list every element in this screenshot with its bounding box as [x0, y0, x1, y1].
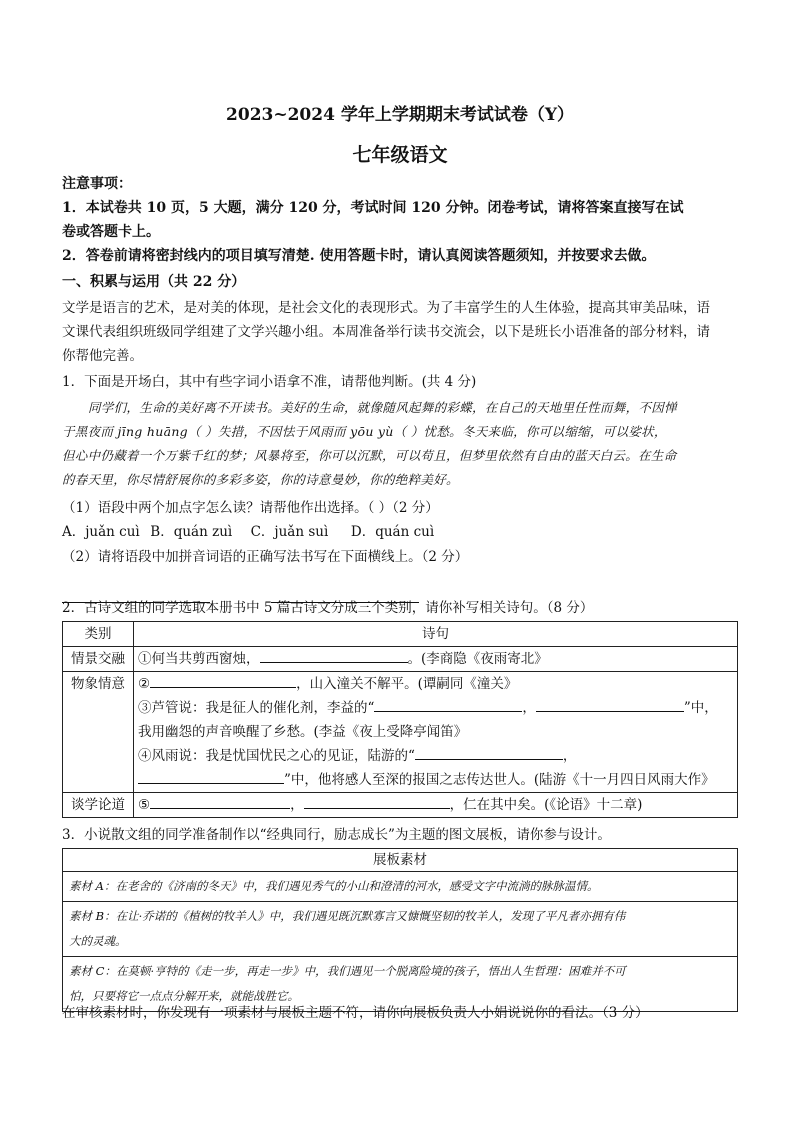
- q3-task: 在审核素材时，你发现有一项素材与展板主题不符，请你向展板负责人小娟说说你的看法。（3 分）: [62, 1005, 649, 1021]
- q1-options: [62, 520, 738, 544]
- q1-stem: 1．下面是开场白，其中有些字词小语拿不准，请帮他判断。(共 4 分): [62, 374, 477, 390]
- notice-item-1-cont: 卷或答题卡上。: [62, 224, 160, 240]
- row1-text-b: 。(李商隐《夜雨寄北》: [407, 651, 548, 667]
- material-b-line-2: 大的灵魂。: [69, 934, 127, 948]
- intro-line-1: 文学是语言的艺术，是对美的体现，是社会文化的表现形式。为了丰富学生的人生体验，提高其审美品味，语: [62, 300, 710, 316]
- row3-blank-2[interactable]: [304, 794, 450, 809]
- q2-stem: 2．古诗文组的同学选取本册书中 5 篇古诗文分成三个类别，请你补写相关诗句。（8 分）: [62, 600, 594, 616]
- row1-blank[interactable]: [260, 648, 408, 663]
- col-poem-header: 诗句: [134, 622, 738, 647]
- row3-blank-1[interactable]: [150, 794, 290, 809]
- option-d: D．quán cuì: [350, 524, 435, 540]
- passage-line-1: 同学们，生命的美好离不开读书。美好的生命，就像随风起舞的彩蝶，在自己的天地里任性而舞，不因惮: [88, 400, 677, 415]
- row2-text-1b: ，山入潼关不解平。(谭嗣同《潼关》: [296, 676, 518, 692]
- row2-text-2a: ③芦管说：我是征人的催化剂，李益的“: [138, 700, 375, 716]
- row1-poem: [134, 647, 738, 672]
- material-b: [63, 902, 738, 957]
- board-title: 展板素材: [63, 849, 738, 872]
- material-a: 素材 A：在老舍的《济南的冬天》中，我们遇见秀气的小山和澄清的河水，感受文字中流淌的脉脉温情。: [63, 872, 738, 902]
- row2-text-5a: ”中，他将感人至深的报国之志传达世人。(陆游《十一月四日风雨大作》: [284, 772, 715, 788]
- row2-category: 物象情意: [63, 672, 134, 793]
- row2-blank-4[interactable]: [415, 745, 563, 760]
- q1-sub2: （2）请将语段中加拼音词语的正确写法书写在下面横线上。（2 分）: [62, 549, 469, 565]
- intro-line-3: 你帮他完善。: [62, 348, 143, 364]
- notice-heading: 注意事项：: [62, 176, 132, 192]
- row2-text-4a: ④风雨说：我是忧国忧民之心的见证，陆游的“: [138, 748, 415, 764]
- material-b-line-1: 素材 B：在让·乔诺的《植树的牧羊人》中，我们遇见既沉默寡言又慷慨坚韧的牧羊人，发现了平凡者亦拥有伟: [69, 909, 626, 923]
- row3-text-a: ⑤: [138, 797, 151, 813]
- row2-text-1a: ②: [138, 676, 151, 692]
- col-category-header: 类别: [63, 622, 134, 647]
- passage-line-2: 于黑夜而 jīng huāng（ ）失措，不因怯于风雨而 yōu yù（ ）忧愁。冬天来临，你可以缩缩，可以娑状，: [62, 424, 667, 439]
- q1-passage: [62, 396, 738, 492]
- q1-sub1: （1）语段中两个加点字怎么读？请帮他作出选择。（ ）（2 分）: [62, 500, 439, 516]
- row1-category: 情景交融: [63, 647, 134, 672]
- notice-item-2: 2．答卷前请将密封线内的项目填写清楚. 使用答题卡时，请认真阅读答题须知，并按要求去做。: [62, 248, 656, 264]
- row2-text-2b: ，: [522, 700, 536, 716]
- row2-blank-5[interactable]: [138, 769, 284, 784]
- intro-line-2: 文课代表组织班级同学组建了文学兴趣小组。本周准备举行读书交流会，以下是班长小语准备的部分材料，请: [62, 324, 710, 340]
- exam-title: 2023~2024 学年上学期期末考试试卷（Y）: [226, 105, 574, 125]
- row3-text-b: ，: [290, 797, 304, 813]
- passage-line-4: 的春天里，你尽情舒展你的多彩多姿，你的诗意曼妙，你的绝粹美好。: [62, 472, 459, 487]
- row2-blank-2[interactable]: [374, 697, 522, 712]
- exam-subject: 七年级语文: [352, 144, 448, 166]
- material-board: [62, 848, 738, 1012]
- row2-blank-3[interactable]: [536, 697, 684, 712]
- poem-table: [62, 621, 738, 818]
- material-c-line-2: 怕，只要将它一点点分解开来，就能战胜它。: [69, 989, 299, 1003]
- row2-text-3: 我用幽怨的声音唤醒了乡愁。(李益《夜上受降亭闻笛》: [138, 724, 468, 740]
- row3-text-c: ，仁在其中矣。(《论语》十二章): [449, 797, 643, 813]
- row2-text-4b: ，: [562, 748, 577, 764]
- row2-poem: [134, 672, 738, 793]
- option-c: C．juǎn suì: [250, 524, 329, 540]
- row1-text-a: ①何当共剪西窗烛，: [138, 651, 260, 667]
- material-c-line-1: 素材 C：在莫顿·亨特的《走一步，再走一步》中，我们遇见一个脱离险境的孩子，悟出人生哲理：困难并不可: [69, 964, 626, 978]
- row3-category: 谈学论道: [63, 793, 134, 818]
- section1-title: 一、积累与运用（共 22 分）: [62, 274, 246, 290]
- row2-text-2c: ”中，: [683, 700, 718, 716]
- row2-blank-1[interactable]: [150, 673, 296, 688]
- section1-intro: [62, 296, 738, 368]
- option-b: B．quán zuì: [150, 524, 233, 540]
- notice-item-1: 1．本试卷共 10 页，5 大题，满分 120 分，考试时间 120 分钟。闭卷考试，请将答案直接写在试: [62, 200, 684, 216]
- row3-poem: [134, 793, 738, 818]
- q3-stem: 3．小说散文组的同学准备制作以“经典同行，励志成长”为主题的图文展板，请你参与设计。: [62, 827, 611, 843]
- option-a: A．juǎn cuì: [62, 524, 140, 540]
- passage-line-3: 但心中仍藏着一个万紫千红的梦；风暴将至，你可以沉默，可以苟且，但梦里依然有自由的蓝天白云。在生命: [62, 448, 677, 463]
- notice-block: [62, 172, 738, 268]
